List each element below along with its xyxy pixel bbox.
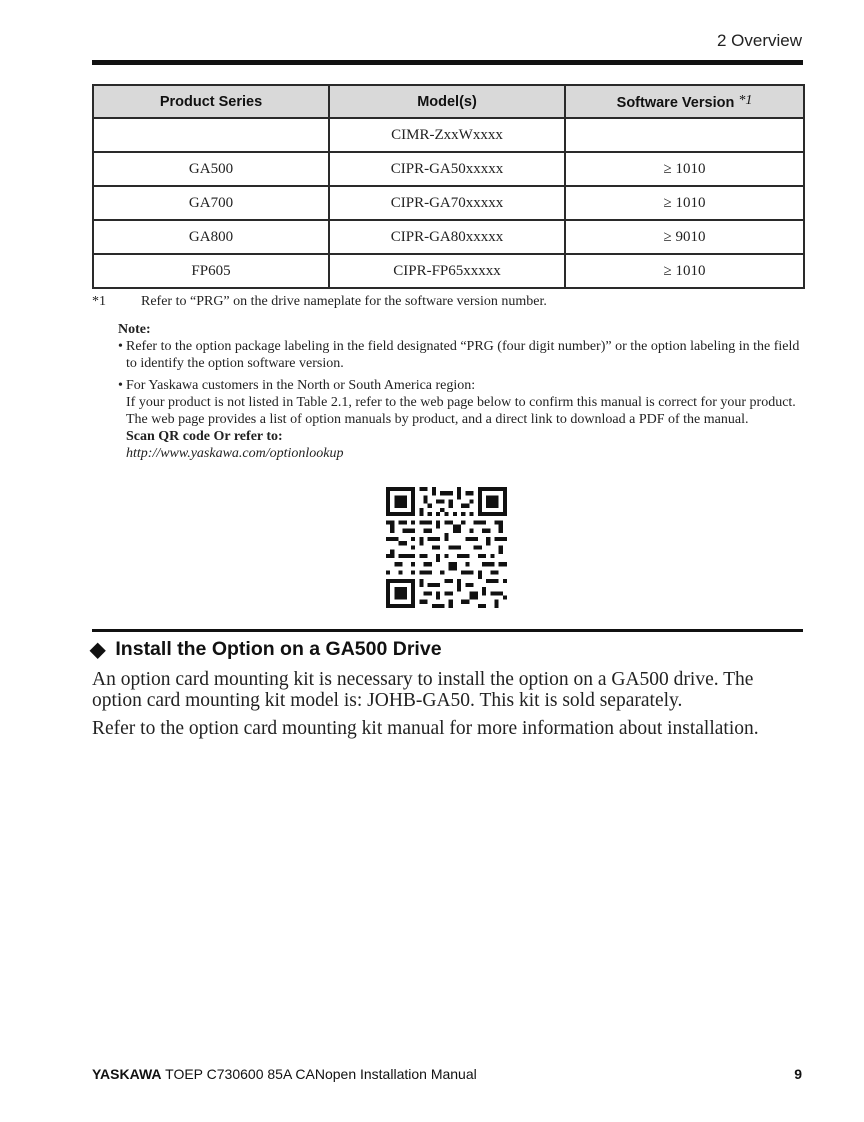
body-paragraph: Refer to the option card mounting kit manual for more information about installation. bbox=[92, 718, 759, 739]
note-bullet-intro: For Yaskawa customers in the North or South America region: bbox=[126, 378, 476, 393]
table-row bbox=[93, 254, 804, 288]
table-header-row bbox=[93, 85, 804, 118]
product-series-cell: FP605 bbox=[93, 254, 329, 288]
software-version-label: Software Version bbox=[616, 94, 735, 111]
table-row bbox=[93, 220, 804, 254]
page-section-title: 2 Overview bbox=[716, 31, 802, 50]
footer-brand: YASKAWA bbox=[92, 1066, 162, 1082]
option-lookup-link[interactable]: http://www.yaskawa.com/optionlookup bbox=[126, 446, 344, 461]
model-cell: CIPR-GA50xxxxx bbox=[329, 152, 565, 186]
software-version-cell: ≥ 9010 bbox=[565, 220, 804, 254]
table-row bbox=[93, 186, 804, 220]
product-series-cell bbox=[93, 118, 329, 152]
column-header-software-version bbox=[565, 85, 804, 118]
note-block bbox=[118, 321, 804, 462]
software-version-cell bbox=[565, 118, 804, 152]
section-body bbox=[92, 669, 804, 746]
footnote-ref: *1 bbox=[738, 92, 753, 108]
section-rule bbox=[92, 629, 803, 632]
footer-doc-title: TOEP C730600 85A CANopen Installation Manual bbox=[165, 1066, 477, 1082]
qr-code-icon bbox=[386, 487, 507, 608]
footer-document-title bbox=[92, 1066, 477, 1082]
note-title: Note: bbox=[118, 322, 151, 337]
software-version-cell: ≥ 1010 bbox=[565, 254, 804, 288]
model-cell: CIPR-GA70xxxxx bbox=[329, 186, 565, 220]
software-version-table bbox=[92, 84, 805, 289]
software-version-cell: ≥ 1010 bbox=[565, 186, 804, 220]
table-row bbox=[93, 152, 804, 186]
note-bullet-text: Refer to the option package labeling in the field designated “PRG (four digit number)” or the option labeling in the field to identify the option software version. bbox=[126, 339, 800, 371]
software-version-cell: ≥ 1010 bbox=[565, 152, 804, 186]
model-cell: CIMR-ZxxWxxxx bbox=[329, 118, 565, 152]
note-detail-text: If your product is not listed in Table 2.1, refer to the web page below to confirm this manual is correct for your product. The web page provides a list of option manuals by product, and a direct link to download a PDF of the manual. bbox=[126, 395, 796, 427]
note-bullet bbox=[118, 377, 804, 394]
model-cell: CIPR-FP65xxxxx bbox=[329, 254, 565, 288]
column-header-models: Model(s) bbox=[329, 85, 565, 118]
scan-qr-label: Scan QR code Or refer to: bbox=[126, 429, 283, 444]
header-rule bbox=[92, 60, 803, 65]
footnote-text: Refer to “PRG” on the drive nameplate for the software version number. bbox=[141, 294, 547, 309]
page-number: 9 bbox=[794, 1066, 802, 1082]
section-heading bbox=[90, 637, 442, 662]
note-bullet bbox=[118, 338, 804, 372]
section-heading-text: Install the Option on a GA500 Drive bbox=[115, 638, 442, 660]
body-paragraph: An option card mounting kit is necessary to install the option on a GA500 drive. The option card mounting kit model is: JOHB-GA50. This kit is sold separately. bbox=[92, 669, 754, 711]
table-footnote bbox=[92, 294, 547, 310]
column-header-product-series: Product Series bbox=[93, 85, 329, 118]
model-cell: CIPR-GA80xxxxx bbox=[329, 220, 565, 254]
product-series-cell: GA800 bbox=[93, 220, 329, 254]
footnote-mark: *1 bbox=[92, 294, 106, 309]
bullet-dot-icon: • bbox=[118, 378, 123, 393]
bullet-dot-icon: • bbox=[118, 339, 123, 354]
diamond-bullet-icon: ◆ bbox=[90, 639, 106, 661]
product-series-cell: GA500 bbox=[93, 152, 329, 186]
product-series-cell: GA700 bbox=[93, 186, 329, 220]
table-row bbox=[93, 118, 804, 152]
